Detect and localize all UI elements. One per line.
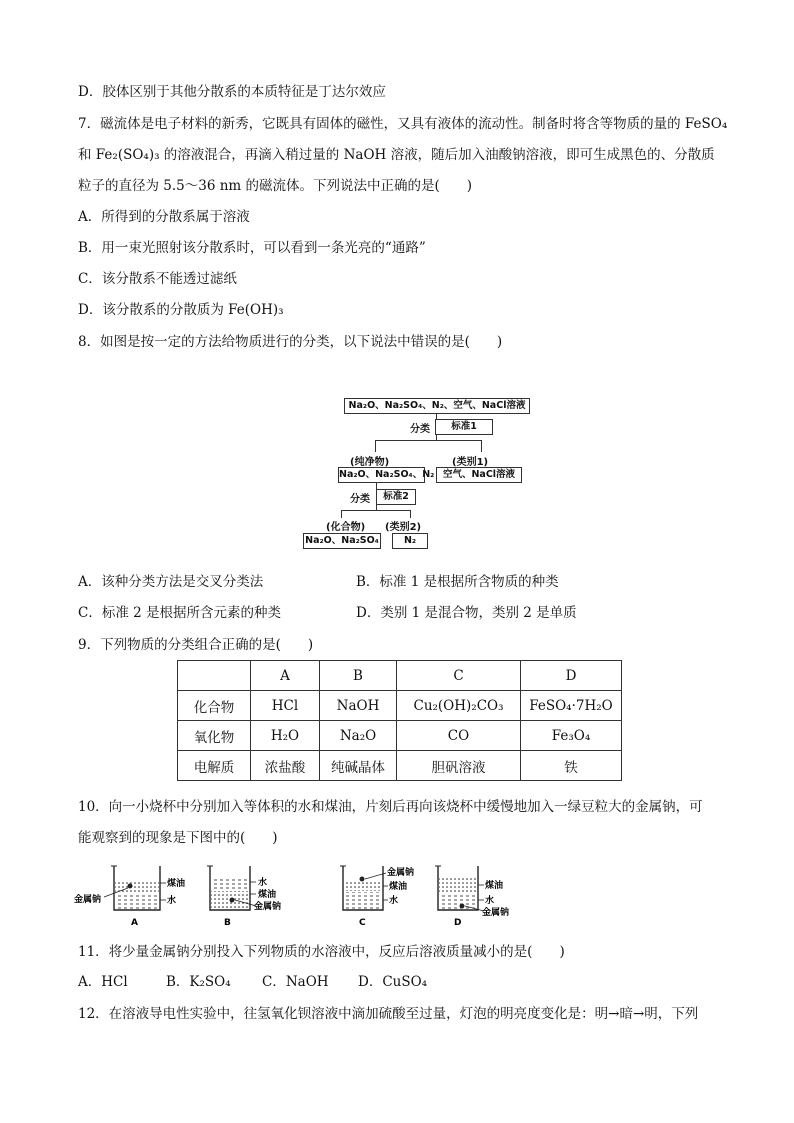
diagram-pure-label: (纯净物)	[350, 457, 390, 468]
diagram-category1-label: (类别1)	[452, 457, 489, 468]
diagram-connector	[375, 440, 481, 441]
diagram-top-box: Na₂O、Na₂SO₄、N₂、空气、NaCl溶液	[344, 398, 530, 414]
beaker-letter: D	[454, 918, 462, 928]
diagram-compound-label: (化合物)	[326, 522, 366, 533]
table-cell: 浓盐酸	[251, 751, 320, 781]
sodium-piece	[360, 877, 365, 882]
sodium-piece	[460, 904, 465, 909]
table-cell: FeSO₄·7H₂O	[521, 691, 622, 721]
q11-option-b: B．K₂SO₄	[166, 974, 231, 990]
table-header-cell	[178, 661, 251, 691]
beaker-c	[340, 866, 414, 928]
table-cell: HCl	[251, 691, 320, 721]
diagram-category1-box: 空气、NaCl溶液	[436, 467, 522, 483]
table-cell: Cu₂(OH)₂CO₃	[397, 691, 521, 721]
label-sodium: 金属钠	[254, 902, 282, 912]
q7-option-b: B．用一束光照射该分散系时，可以看到一条光亮的“通路”	[78, 240, 426, 256]
q8-option-c: C．标准 2 是根据所含元素的种类	[78, 605, 282, 621]
diagram-connector	[341, 510, 342, 518]
beaker-letter: C	[359, 918, 366, 928]
q7-option-d: D．该分散系的分散质为 Fe(OH)₃	[78, 302, 284, 318]
diagram-connector	[375, 440, 376, 452]
sodium-piece	[128, 884, 133, 889]
table-cell: 氧化物	[178, 721, 251, 751]
q8-option-d: D．类别 1 是混合物，类别 2 是单质	[356, 605, 577, 621]
label-water: 水	[167, 896, 177, 906]
table-cell: 胆矾溶液	[397, 751, 521, 781]
beaker-figure	[70, 858, 530, 938]
label-sodium: 金属钠	[74, 895, 102, 905]
table-row	[178, 691, 622, 721]
table-cell: 化合物	[178, 691, 251, 721]
table-cell: 电解质	[178, 751, 251, 781]
label-sodium: 金属钠	[387, 868, 415, 878]
table-header-row	[178, 661, 622, 691]
label-water: 水	[258, 878, 268, 888]
diagram-connector	[341, 510, 410, 511]
diagram-connector	[410, 510, 411, 518]
q11-option-d: D．CuSO₄	[358, 974, 428, 990]
q12-stem: 12．在溶液导电性实验中，往氢氧化钡溶液中滴加硫酸至过量，灯泡的明亮度变化是：明→暗→明，下列	[78, 1006, 699, 1022]
table-header-cell: D	[521, 661, 622, 691]
label-water: 水	[389, 896, 399, 906]
q6-option-d: D．胶体区别于其他分散系的本质特征是丁达尔效应	[78, 84, 386, 100]
q11-options	[78, 972, 427, 992]
table-cell: Fe₃O₄	[521, 721, 622, 751]
diagram-category2-box: N₂	[392, 533, 428, 549]
q7-option-a: A．所得到的分散系属于溶液	[78, 209, 250, 225]
diagram-category2-label: (类别2)	[385, 522, 422, 533]
beaker-b	[207, 866, 281, 928]
diagram-standard2-box: 标准2	[376, 489, 416, 505]
sodium-piece	[230, 898, 235, 903]
beaker-a	[74, 866, 185, 928]
label-sodium: 金属钠	[482, 908, 510, 918]
q7-stem-line2: 和 Fe₂(SO₄)₃ 的溶液混合，再滴入稍过量的 NaOH 溶液，随后加入油酸钠溶液，即可生成黑色的、分散质	[78, 147, 715, 163]
q8-stem: 8．如图是按一定的方法给物质进行的分类，以下说法中错误的是( )	[78, 334, 503, 350]
table-cell: H₂O	[251, 721, 320, 751]
q9-stem: 9．下列物质的分类组合正确的是( )	[78, 637, 314, 653]
beaker-letter: A	[131, 918, 138, 928]
q11-stem: 11．将少量金属钠分别投入下列物质的水溶液中，反应后溶液质量减小的是( )	[78, 944, 565, 960]
q7-option-c: C．该分散系不能透过滤纸	[78, 271, 237, 287]
q10-stem-line1: 10．向一小烧杯中分别加入等体积的水和煤油，片刻后再向该烧杯中缓慢地加入一绿豆粒大的金属钠，可	[78, 799, 703, 815]
diagram-connector	[481, 440, 482, 452]
label-kerosene: 煤油	[258, 890, 277, 900]
table-cell: NaOH	[320, 691, 397, 721]
label-kerosene: 煤油	[389, 882, 408, 892]
diagram-split1-label: 分类	[410, 424, 430, 435]
table-cell: Na₂O	[320, 721, 397, 751]
table-header-cell: A	[251, 661, 320, 691]
table-cell: 纯碱晶体	[320, 751, 397, 781]
table-row	[178, 751, 622, 781]
diagram-pure-box: Na₂O、Na₂SO₄、N₂	[338, 467, 425, 483]
table-header-cell: C	[397, 661, 521, 691]
table-row	[178, 721, 622, 751]
table-cell: 铁	[521, 751, 622, 781]
label-kerosene: 煤油	[167, 879, 186, 889]
table-cell: CO	[397, 721, 521, 751]
diagram-compound-box: Na₂O、Na₂SO₄	[303, 533, 381, 549]
beaker-d	[435, 866, 509, 928]
diagram-standard1-box: 标准1	[435, 419, 493, 435]
label-water: 水	[485, 896, 495, 906]
q8-option-b: B．标准 1 是根据所含物质的种类	[356, 574, 559, 590]
q11-option-a: A．HCl	[78, 974, 128, 990]
q8-option-a: A．该种分类方法是交叉分类法	[78, 574, 264, 590]
table-header-cell: B	[320, 661, 397, 691]
q7-stem-line1: 7．磁流体是电子材料的新秀，它既具有固体的磁性，又具有液体的流动性。制备时将含等物质的量的 FeSO₄	[78, 116, 728, 132]
q7-stem-line3: 粒子的直径为 5.5～36 nm 的磁流体。下列说法中正确的是( )	[78, 178, 473, 194]
classification-table	[177, 660, 622, 781]
label-kerosene: 煤油	[485, 881, 504, 891]
beaker-letter: B	[224, 918, 231, 928]
q11-option-c: C．NaOH	[262, 974, 329, 990]
q10-stem-line2: 能观察到的现象是下图中的( )	[78, 830, 278, 846]
diagram-split2-label: 分类	[350, 494, 370, 505]
